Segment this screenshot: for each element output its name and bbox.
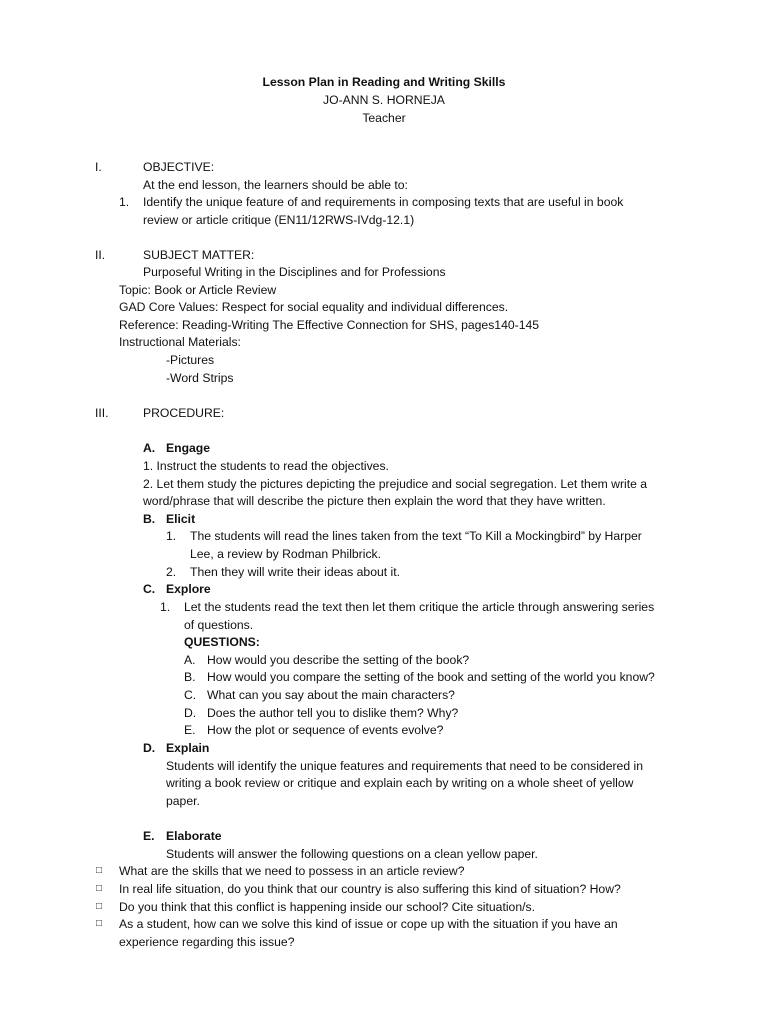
step-letter: A. bbox=[143, 441, 156, 455]
subject-materials: Instructional Materials: bbox=[119, 335, 241, 349]
bullet-box-icon: □ bbox=[96, 918, 103, 929]
bullet-box-icon: □ bbox=[96, 883, 103, 894]
list-number: 1. bbox=[166, 529, 177, 543]
elaborate-question: Do you think that this conflict is happening inside our school? Cite situation/s. bbox=[119, 900, 535, 914]
section-numeral: III. bbox=[95, 406, 109, 420]
question-text: What can you say about the main characters? bbox=[207, 688, 455, 702]
elicit-item: The students will read the lines taken from the text “To Kill a Mockingbird” by Harper bbox=[190, 529, 642, 543]
engage-line: 1. Instruct the students to read the objectives. bbox=[143, 459, 389, 473]
teacher-role: Teacher bbox=[362, 111, 406, 125]
explain-line: paper. bbox=[166, 794, 200, 808]
section-heading: PROCEDURE: bbox=[143, 406, 225, 420]
question-letter: D. bbox=[184, 706, 197, 720]
elaborate-question-cont: experience regarding this issue? bbox=[119, 935, 295, 949]
list-number: 1. bbox=[119, 195, 130, 209]
list-number: 1. bbox=[160, 600, 171, 614]
section-numeral: II. bbox=[95, 248, 106, 262]
bullet-box-icon: □ bbox=[96, 865, 103, 876]
step-letter: E. bbox=[143, 829, 155, 843]
engage-line: 2. Let them study the pictures depicting the prejudice and social segregation. Let them write a bbox=[143, 477, 648, 491]
list-number: 2. bbox=[166, 565, 177, 579]
section-heading: OBJECTIVE: bbox=[143, 160, 215, 174]
explore-item-cont: of questions. bbox=[184, 618, 254, 632]
objective-item-cont: review or article critique (EN11/12RWS-IVdg-12.1) bbox=[143, 213, 415, 227]
step-title-explain: Explain bbox=[166, 741, 210, 755]
step-letter: D. bbox=[143, 741, 156, 755]
question-letter: B. bbox=[184, 670, 196, 684]
engage-line: word/phrase that will describe the picture then explain the word that they have written. bbox=[143, 494, 606, 508]
step-letter: B. bbox=[143, 512, 156, 526]
elicit-item-cont: Lee, a review by Rodman Philbrick. bbox=[190, 547, 382, 561]
elicit-item: Then they will write their ideas about it. bbox=[190, 565, 400, 579]
elaborate-question: In real life situation, do you think that our country is also suffering this kind of situation? How? bbox=[119, 882, 621, 896]
step-letter: C. bbox=[143, 582, 156, 596]
subject-reference: Reference: Reading-Writing The Effective Connection for SHS, pages140-145 bbox=[119, 318, 540, 332]
elaborate-question: As a student, how can we solve this kind of issue or cope up with the situation if you have an bbox=[119, 917, 618, 931]
subject-gad: GAD Core Values: Respect for social equality and individual differences. bbox=[119, 300, 509, 314]
explain-line: Students will identify the unique features and requirements that need to be considered in bbox=[166, 759, 643, 773]
question-letter: E. bbox=[184, 723, 196, 737]
question-text: How would you compare the setting of the book and setting of the world you know? bbox=[207, 670, 655, 684]
section-numeral: I. bbox=[95, 160, 102, 174]
material-item: -Pictures bbox=[166, 353, 215, 367]
question-letter: C. bbox=[184, 688, 197, 702]
subject-topic: Topic: Book or Article Review bbox=[119, 283, 277, 297]
step-title-elicit: Elicit bbox=[166, 512, 196, 526]
objective-intro: At the end lesson, the learners should be able to: bbox=[143, 178, 408, 192]
bullet-box-icon: □ bbox=[96, 901, 103, 912]
material-item: -Word Strips bbox=[166, 371, 234, 385]
elaborate-question: What are the skills that we need to possess in an article review? bbox=[119, 864, 465, 878]
question-text: How would you describe the setting of the book? bbox=[207, 653, 470, 667]
step-title-explore: Explore bbox=[166, 582, 211, 596]
objective-item: Identify the unique feature of and requirements in composing texts that are useful in book bbox=[143, 195, 624, 209]
step-title-elaborate: Elaborate bbox=[166, 829, 222, 843]
questions-label: QUESTIONS: bbox=[184, 635, 260, 649]
section-heading: SUBJECT MATTER: bbox=[143, 248, 255, 262]
document-title: Lesson Plan in Reading and Writing Skills bbox=[262, 75, 506, 89]
question-text: How the plot or sequence of events evolve? bbox=[207, 723, 444, 737]
teacher-name: JO-ANN S. HORNEJA bbox=[323, 93, 445, 107]
step-title-engage: Engage bbox=[166, 441, 211, 455]
explain-line: writing a book review or critique and explain each by writing on a whole sheet of yellow bbox=[166, 776, 634, 790]
explore-item: Let the students read the text then let them critique the article through answering series bbox=[184, 600, 655, 614]
question-text: Does the author tell you to dislike them? Why? bbox=[207, 706, 459, 720]
elaborate-intro: Students will answer the following questions on a clean yellow paper. bbox=[166, 847, 538, 861]
question-letter: A. bbox=[184, 653, 196, 667]
subject-title: Purposeful Writing in the Disciplines and for Professions bbox=[143, 265, 446, 279]
